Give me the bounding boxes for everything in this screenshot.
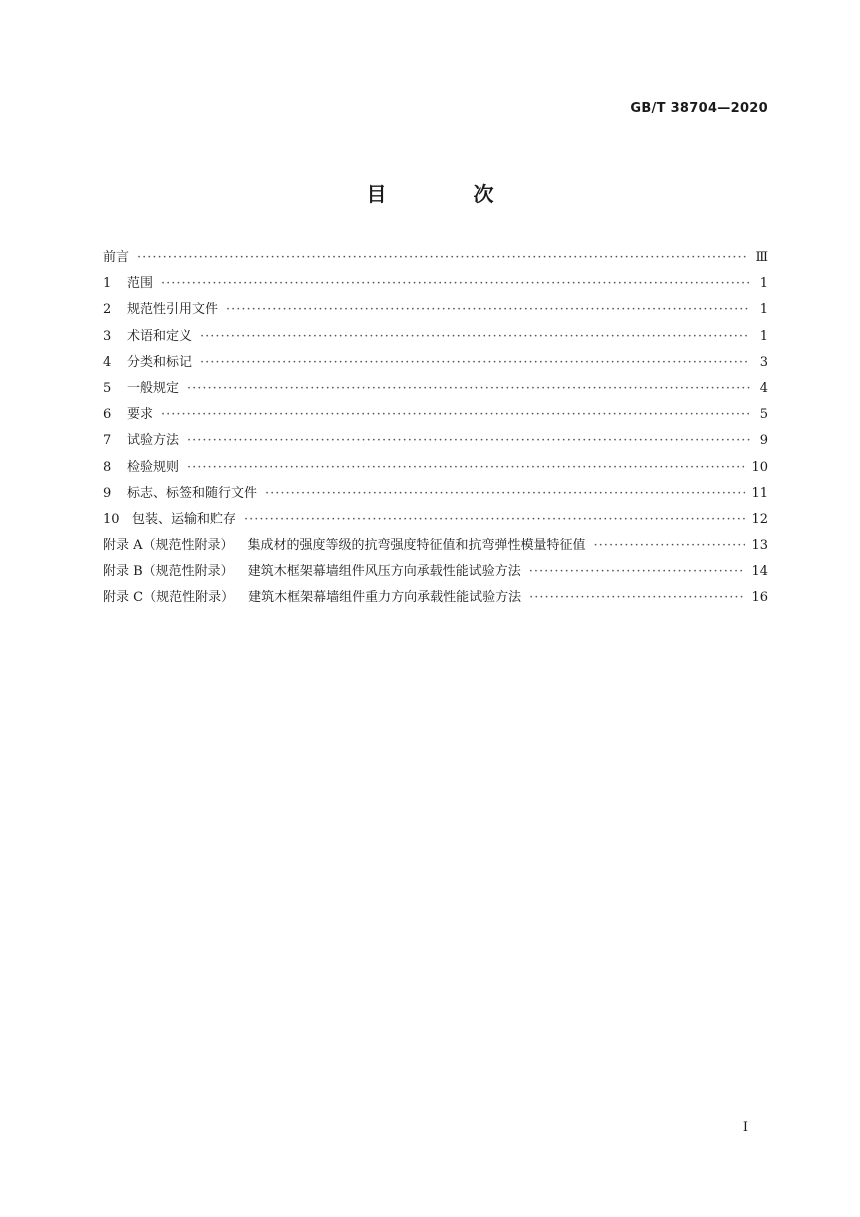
dot-leader [187,376,750,402]
dot-leader [200,324,750,350]
toc-entry-page: 14 [751,564,768,580]
toc-entry-number: 3 [103,328,112,344]
toc-entry-appendix-c[interactable] [103,585,768,611]
table-of-contents [103,245,768,612]
toc-entry-appendix-b[interactable] [103,559,768,585]
toc-entry-page: 16 [751,590,768,606]
toc-entry-2[interactable] [103,297,768,323]
toc-entry-page: 11 [751,485,768,501]
dot-leader [187,428,750,454]
toc-entry-number: 8 [103,459,112,475]
dot-leader [161,402,750,428]
toc-appendix-prefix: 附录 B（规范性附录） [103,564,234,580]
toc-entry-number: 1 [103,276,112,292]
toc-entry-page: 10 [751,459,768,475]
toc-entry-10[interactable] [103,507,768,533]
toc-entry-number: 6 [103,407,112,423]
toc-entry-label: 集成材的强度等级的抗弯强度特征值和抗弯弹性模量特征值 [247,538,586,554]
toc-entry-label: 一般规定 [127,380,180,396]
toc-appendix-prefix: 附录 A（规范性附录） [103,538,234,554]
toc-entry-foreword[interactable] [103,245,768,271]
toc-entry-9[interactable] [103,481,768,507]
toc-entry-label: 标志、标签和随行文件 [127,485,258,501]
toc-entry-1[interactable] [103,271,768,297]
toc-entry-label: 范围 [127,276,154,292]
dot-leader [244,507,745,533]
toc-entry-4[interactable] [103,350,768,376]
toc-entry-label: 分类和标记 [127,354,193,370]
page-title: 目 次 [366,182,534,206]
toc-entry-label: 规范性引用文件 [127,302,219,318]
toc-entry-label: 包装、运输和贮存 [132,511,237,527]
toc-entry-5[interactable] [103,376,768,402]
toc-entry-label: 试验方法 [127,433,180,449]
toc-entry-page: 1 [759,276,768,292]
toc-entry-7[interactable] [103,428,768,454]
toc-entry-label: 建筑木框架幕墙组件重力方向承载性能试验方法 [248,590,522,606]
dot-leader [226,297,750,323]
toc-entry-page: 13 [751,538,768,554]
toc-entry-label: 建筑木框架幕墙组件风压方向承载性能试验方法 [247,564,521,580]
dot-leader [265,481,745,507]
dot-leader [529,585,745,611]
toc-entry-page: 1 [759,328,768,344]
toc-entry-number: 5 [103,380,112,396]
toc-entry-page: 4 [759,380,768,396]
toc-entry-appendix-a[interactable] [103,533,768,559]
toc-entry-number: 7 [103,433,112,449]
toc-entry-label: 前言 [103,250,130,265]
dot-leader [187,455,745,481]
toc-entry-page: 5 [759,407,768,423]
toc-entry-number: 9 [103,485,112,501]
dot-leader [594,533,746,559]
toc-entry-label: 要求 [127,407,154,423]
dot-leader [529,559,746,585]
toc-entry-page: 9 [759,433,768,449]
toc-entry-page: 12 [751,511,768,527]
dot-leader [161,271,750,297]
dot-leader [200,350,750,376]
toc-entry-label: 检验规则 [127,459,180,475]
toc-entry-number: 2 [103,302,112,318]
toc-entry-number: 10 [103,511,120,527]
toc-entry-6[interactable] [103,402,768,428]
toc-entry-page: 3 [759,354,768,370]
toc-entry-number: 4 [103,354,112,370]
standard-code: GB/T 38704—2020 [630,101,768,116]
toc-entry-3[interactable] [103,324,768,350]
toc-entry-label: 术语和定义 [127,328,193,344]
page-number: Ⅰ [742,1120,748,1135]
toc-entry-page: Ⅲ [755,250,768,265]
toc-appendix-prefix: 附录 C（规范性附录） [103,590,235,606]
toc-entry-8[interactable] [103,455,768,481]
toc-entry-page: 1 [759,302,768,318]
dot-leader [137,245,749,271]
